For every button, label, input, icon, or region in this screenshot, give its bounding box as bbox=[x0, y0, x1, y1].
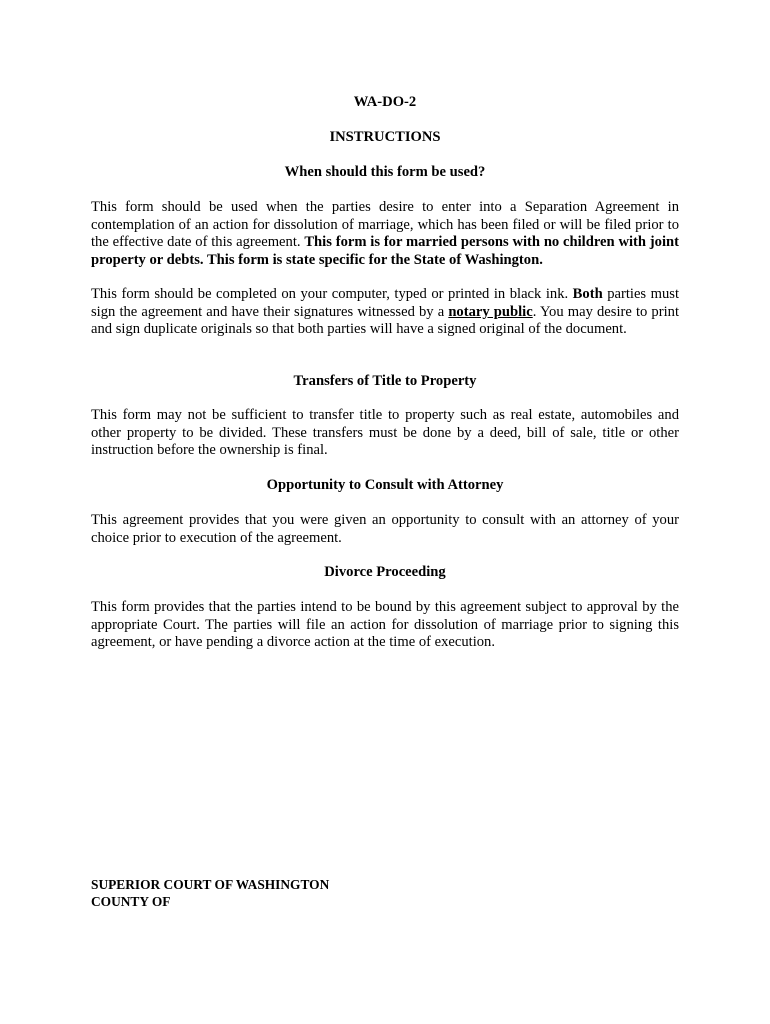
section-heading: Divorce Proceeding bbox=[324, 564, 446, 580]
paragraph-text: This form should be used when the parties desire to enter into a Separation Agreement in contemplation of an action for dissolution of marriage, which has been filed or will be filed prior to the effective date of this agreement. bbox=[91, 199, 679, 251]
page-title: INSTRUCTIONS bbox=[329, 129, 441, 145]
paragraph-bold-text: This form is for married persons with no children with joint property or debts. This form is state specific for the State of Washington. bbox=[91, 234, 679, 268]
section-heading: When should this form be used? bbox=[284, 164, 486, 180]
court-name: SUPERIOR COURT OF WASHINGTON bbox=[91, 877, 330, 892]
paragraph-text: . You may desire to print and sign duplicate originals so that both parties will have a signed original of the document. bbox=[91, 303, 679, 338]
county-label: COUNTY OF bbox=[91, 894, 171, 909]
paragraph-text: parties must sign the agreement and have their signatures witnessed by a bbox=[91, 286, 679, 320]
notary-public-emphasis: notary public bbox=[448, 303, 533, 320]
paragraph-bold-text: Both bbox=[572, 286, 603, 302]
section-heading: Opportunity to Consult with Attorney bbox=[266, 477, 504, 493]
paragraph: This form may not be sufficient to transfer title to property such as real estate, automobiles and other property to be divided. These transfers must be done by a deed, bill of sale, title or other instruction before the ownership is final. bbox=[91, 407, 679, 459]
paragraph: This form provides that the parties intend to be bound by this agreement subject to approval by the appropriate Court. The parties will file an action for dissolution of marriage prior to signing this agreement, or have pending a divorce action at the time of execution. bbox=[91, 599, 679, 651]
paragraph-text: This form should be completed on your computer, typed or printed in black ink. bbox=[91, 286, 573, 302]
form-id: WA-DO-2 bbox=[353, 94, 417, 110]
paragraph bbox=[91, 286, 679, 339]
section-heading: Transfers of Title to Property bbox=[293, 373, 477, 389]
paragraph: This agreement provides that you were given an opportunity to consult with an attorney of your choice prior to execution of the agreement. bbox=[91, 512, 679, 546]
paragraph bbox=[91, 199, 679, 269]
